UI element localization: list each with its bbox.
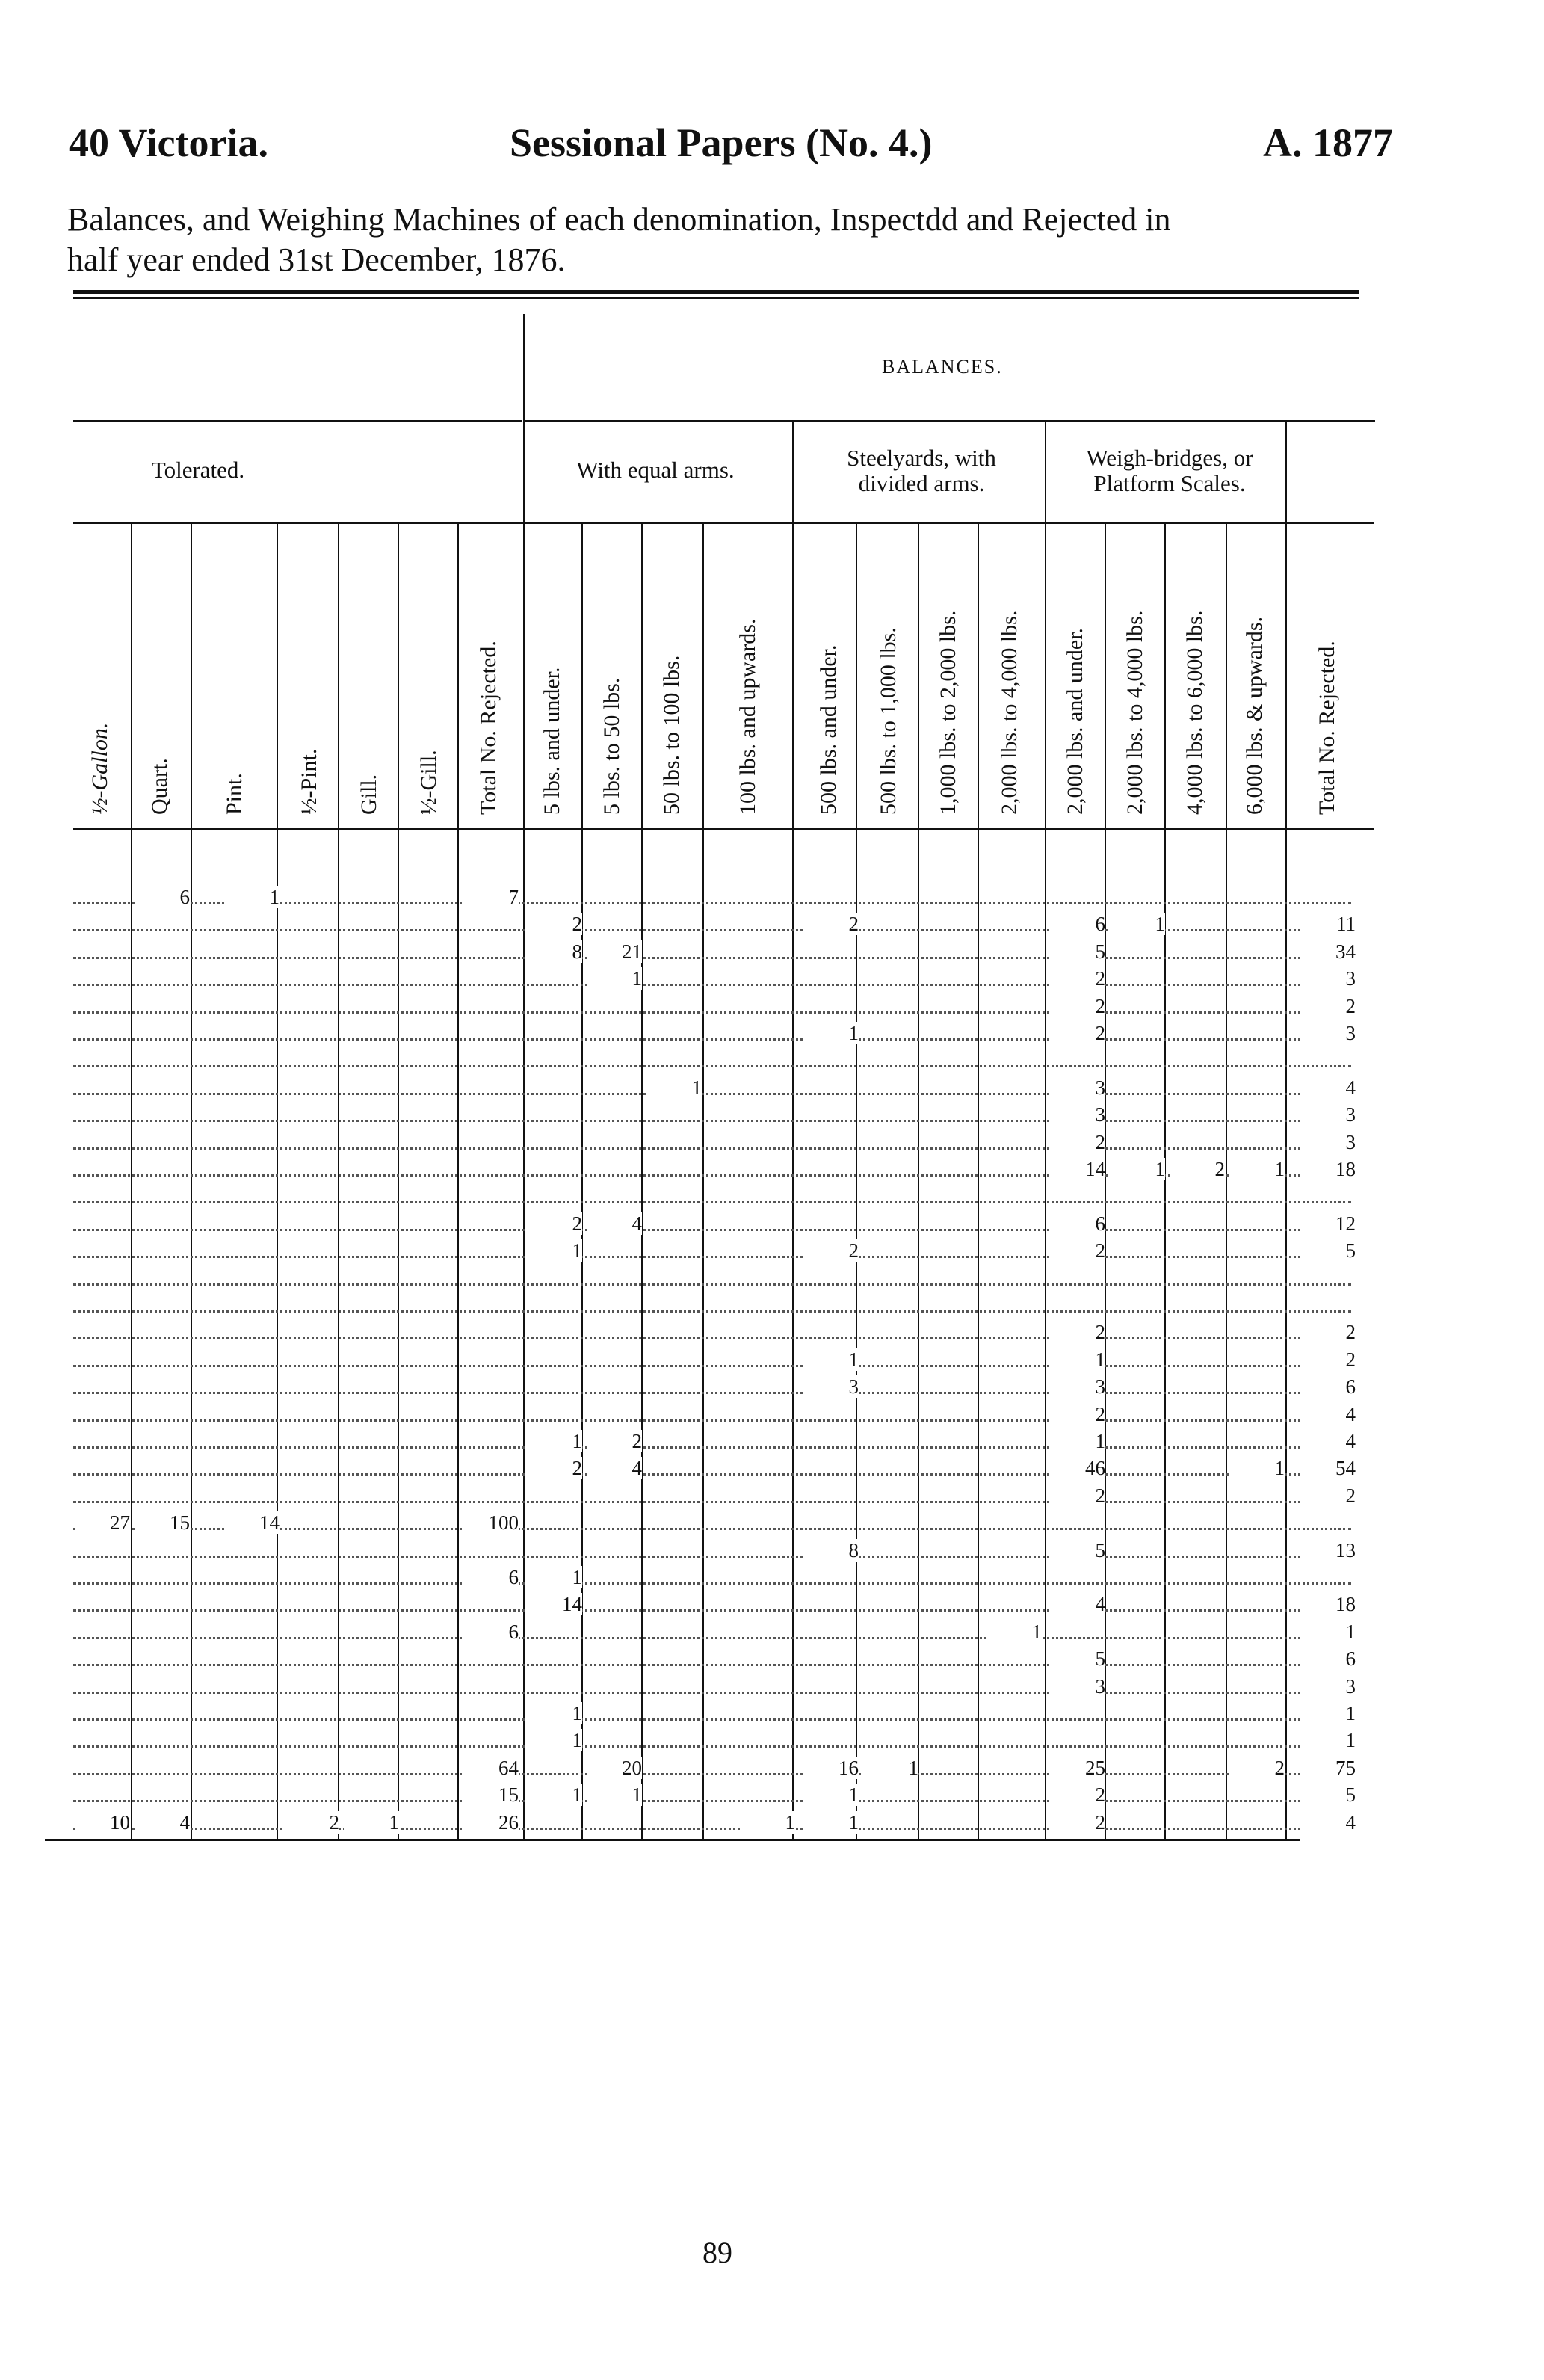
table-cell: 1 xyxy=(740,1811,795,1834)
table-cell: 1 xyxy=(1110,913,1165,935)
row-leader xyxy=(73,1662,1351,1666)
table-cell: 75 xyxy=(1300,1757,1356,1779)
column-header: 1,000 lbs. to 2,000 lbs. xyxy=(935,610,960,815)
row-leader xyxy=(73,1717,1351,1721)
table-cell: 1 xyxy=(1300,1702,1356,1724)
table-cell: 1 xyxy=(527,1702,582,1724)
table-cell: 1 xyxy=(344,1811,399,1834)
group-equal-arms: With equal arms. xyxy=(576,457,735,483)
row-leader xyxy=(73,1363,1351,1367)
table-cell: 18 xyxy=(1300,1593,1356,1615)
table-cell: 2 xyxy=(527,1212,582,1235)
column-header: 500 lbs. to 1,000 lbs. xyxy=(875,627,901,815)
table-cell: 1 xyxy=(803,1348,859,1371)
row-leader xyxy=(73,1200,1351,1203)
column-header: Quart. xyxy=(146,758,172,815)
table-cell: 3 xyxy=(1300,1675,1356,1698)
table-cell: 3 xyxy=(803,1375,859,1398)
row-leader xyxy=(73,1390,1351,1394)
column-rule xyxy=(338,523,339,1839)
row-leader xyxy=(73,1554,1351,1558)
column-rule xyxy=(131,523,132,1839)
row-leader xyxy=(73,955,1351,959)
table-cell: 2 xyxy=(1170,1158,1225,1180)
rule-colhead xyxy=(73,828,1374,830)
table-cell: 15 xyxy=(463,1784,519,1806)
table-cell: 7 xyxy=(463,886,519,908)
rule-left-top xyxy=(73,420,522,422)
column-rule xyxy=(1105,523,1106,1839)
row-leader xyxy=(73,1064,1351,1067)
table-cell: 3 xyxy=(1300,1103,1356,1126)
table-cell: 14 xyxy=(1050,1158,1105,1180)
title-rule-thin xyxy=(73,298,1359,299)
row-leader xyxy=(73,1309,1351,1313)
table-cell: 2 xyxy=(1300,995,1356,1017)
table-cell: 6 xyxy=(463,1566,519,1588)
table-cell: 4 xyxy=(135,1811,190,1834)
table-cell: 2 xyxy=(1050,1239,1105,1262)
row-leader xyxy=(73,1472,1351,1476)
column-header: 50 lbs. to 100 lbs. xyxy=(658,655,684,815)
column-rule xyxy=(1226,523,1227,1839)
table-cell: 34 xyxy=(1300,940,1356,963)
table-cell: 4 xyxy=(1300,1430,1356,1452)
column-rule xyxy=(398,523,399,1839)
row-leader xyxy=(73,1608,1351,1612)
table-cell: 2 xyxy=(1229,1757,1285,1779)
table-cell: 2 xyxy=(1050,967,1105,990)
table-cell: 1 xyxy=(1229,1158,1285,1180)
row-leader xyxy=(73,1146,1351,1150)
table-cell: 1 xyxy=(863,1757,918,1779)
column-rule xyxy=(641,523,643,1839)
column-rule xyxy=(978,523,979,1839)
subtitle-line-2: half year ended 31st December, 1876. xyxy=(67,241,566,278)
column-rule xyxy=(918,523,919,1839)
table-cell: 1 xyxy=(587,1784,642,1806)
table-cell: 4 xyxy=(1050,1593,1105,1615)
table-cell: 1 xyxy=(803,1811,859,1834)
table-cell: 100 xyxy=(463,1511,519,1534)
row-leader xyxy=(73,1772,1351,1775)
table-cell: 64 xyxy=(463,1757,519,1779)
table-cell: 1 xyxy=(527,1239,582,1262)
table-cell: 26 xyxy=(463,1811,519,1834)
column-rule xyxy=(792,422,794,1839)
table-cell: 54 xyxy=(1300,1457,1356,1479)
table-cell: 25 xyxy=(1050,1757,1105,1779)
table-cell: 2 xyxy=(527,913,582,935)
group-tolerated: Tolerated. xyxy=(151,457,245,483)
row-leader xyxy=(73,1798,1351,1802)
row-leader xyxy=(73,1091,1351,1095)
header-center: Sessional Papers (No. 4.) xyxy=(510,120,933,165)
column-header: Total No. Rejected. xyxy=(1315,641,1339,815)
table-cell: 2 xyxy=(1300,1348,1356,1371)
table-cell: 2 xyxy=(803,913,859,935)
table-cell: 3 xyxy=(1300,1022,1356,1044)
table-cell: 1 xyxy=(1050,1348,1105,1371)
column-header: ½-Gill. xyxy=(416,750,441,815)
group-weigh-bridges xyxy=(1046,446,1293,496)
table-cell: 6 xyxy=(463,1621,519,1643)
table-cell: 1 xyxy=(527,1784,582,1806)
column-header: 5 lbs. to 50 lbs. xyxy=(599,677,624,815)
table-cell: 1 xyxy=(1300,1621,1356,1643)
title-rule xyxy=(73,290,1359,294)
row-leader xyxy=(73,982,1351,986)
table-cell: 1 xyxy=(803,1784,859,1806)
table-cell: 2 xyxy=(284,1811,339,1834)
table-cell: 12 xyxy=(1300,1212,1356,1235)
row-leader xyxy=(73,1690,1351,1694)
table-cell: 3 xyxy=(1300,1131,1356,1153)
column-header: 500 lbs. and under. xyxy=(815,644,841,815)
column-rule xyxy=(277,523,278,1839)
table-cell: 5 xyxy=(1300,1784,1356,1806)
table-cell: 1 xyxy=(224,886,280,908)
row-leader xyxy=(73,1336,1351,1339)
table-cell: 14 xyxy=(527,1593,582,1615)
column-rule xyxy=(1285,422,1287,1839)
table-cell: 1 xyxy=(1300,1729,1356,1751)
table-cell: 11 xyxy=(1300,913,1356,935)
column-rule xyxy=(581,523,583,1839)
table-cell: 2 xyxy=(1050,1784,1105,1806)
header-right: A. 1877 xyxy=(1263,120,1393,165)
table-cell: 3 xyxy=(1050,1675,1105,1698)
table-cell: 20 xyxy=(587,1757,642,1779)
table-cell: 18 xyxy=(1300,1158,1356,1180)
table-cell: 2 xyxy=(1050,1485,1105,1507)
table-cell: 8 xyxy=(527,940,582,963)
table-cell: 16 xyxy=(803,1757,859,1779)
table-cell: 1 xyxy=(1229,1457,1285,1479)
column-rule xyxy=(856,523,857,1839)
steelyards-line2: divided arms. xyxy=(858,470,985,496)
rule-group xyxy=(73,522,1374,524)
subtitle-line-1: Balances, and Weighing Machines of each denomination, Inspectdd and Rejected in xyxy=(67,201,1171,238)
table-cell: 10 xyxy=(75,1811,130,1834)
table-cell: 1 xyxy=(1110,1158,1165,1180)
group-balances: BALANCES. xyxy=(882,356,1003,377)
table-cell: 1 xyxy=(646,1076,702,1099)
table-cell: 27 xyxy=(75,1511,130,1534)
table-cell: 46 xyxy=(1050,1457,1105,1479)
table-cell: 14 xyxy=(224,1511,280,1534)
table-cell: 2 xyxy=(1050,995,1105,1017)
table-cell: 1 xyxy=(803,1022,859,1044)
page-number: 89 xyxy=(702,2236,732,2269)
column-header: Pint. xyxy=(221,773,247,815)
row-leader xyxy=(73,1227,1351,1231)
table-cell: 2 xyxy=(1050,1321,1105,1343)
table-cell: 6 xyxy=(1300,1375,1356,1398)
table-cell: 6 xyxy=(1050,913,1105,935)
table-cell: 6 xyxy=(1300,1647,1356,1670)
table-cell: 3 xyxy=(1050,1103,1105,1126)
table-cell: 2 xyxy=(587,1430,642,1452)
rule-bottom xyxy=(45,1839,1300,1841)
column-header: 2,000 lbs. and under. xyxy=(1062,628,1087,815)
row-leader xyxy=(73,1445,1351,1449)
row-leader xyxy=(73,1499,1351,1503)
table-cell: 5 xyxy=(1050,940,1105,963)
table-cell: 4 xyxy=(1300,1076,1356,1099)
table-cell: 6 xyxy=(135,886,190,908)
group-steelyards xyxy=(798,446,1045,496)
table-cell: 2 xyxy=(1300,1321,1356,1343)
table-cell: 3 xyxy=(1300,967,1356,990)
table-cell: 2 xyxy=(1050,1811,1105,1834)
table-cell: 2 xyxy=(1050,1403,1105,1425)
table-cell: 1 xyxy=(527,1430,582,1452)
row-leader xyxy=(73,1418,1351,1422)
table-cell: 4 xyxy=(587,1212,642,1235)
table-cell: 21 xyxy=(587,940,642,963)
table-cell: 1 xyxy=(527,1566,582,1588)
row-leader xyxy=(73,1581,1351,1585)
row-leader xyxy=(73,1826,1351,1830)
table-cell: 3 xyxy=(1050,1375,1105,1398)
header-left: 40 Victoria. xyxy=(69,120,268,165)
column-header: ½-Gallon. xyxy=(87,722,112,815)
column-rule xyxy=(457,523,459,1839)
table-cell: 6 xyxy=(1050,1212,1105,1235)
column-header: 100 lbs. and upwards. xyxy=(735,618,760,815)
column-header: Total No. Rejected. xyxy=(475,641,501,815)
steelyards-line1: Steelyards, with xyxy=(847,445,996,471)
table-cell: 1 xyxy=(986,1621,1042,1643)
table-cell: 2 xyxy=(803,1239,859,1262)
column-header: 4,000 lbs. to 6,000 lbs. xyxy=(1182,610,1207,815)
table-cell: 2 xyxy=(1050,1131,1105,1153)
table-cell: 4 xyxy=(587,1457,642,1479)
column-header: 5 lbs. and under. xyxy=(539,667,564,815)
table-cell: 3 xyxy=(1050,1076,1105,1099)
rule-balances xyxy=(523,420,1375,422)
row-leader xyxy=(73,1282,1351,1286)
row-leader xyxy=(73,1744,1351,1748)
table-cell: 15 xyxy=(135,1511,190,1534)
table-cell: 2 xyxy=(1050,1022,1105,1044)
column-header: 6,000 lbs. & upwards. xyxy=(1241,617,1267,815)
column-header: 2,000 lbs. to 4,000 lbs. xyxy=(997,610,1022,815)
table-cell: 8 xyxy=(803,1539,859,1562)
table-cell: 13 xyxy=(1300,1539,1356,1562)
weigh-line1: Weigh-bridges, or xyxy=(1086,445,1253,471)
table-cell: 5 xyxy=(1050,1539,1105,1562)
table-cell: 1 xyxy=(527,1729,582,1751)
column-header: Gill. xyxy=(356,774,381,815)
column-header: ½-Pint. xyxy=(296,748,321,815)
column-rule xyxy=(191,523,192,1839)
table-cell: 5 xyxy=(1300,1239,1356,1262)
table-cell: 1 xyxy=(1050,1430,1105,1452)
table-cell: 5 xyxy=(1050,1647,1105,1670)
row-leader xyxy=(73,1636,1351,1639)
column-header: 2,000 lbs. to 4,000 lbs. xyxy=(1122,610,1147,815)
table-cell: 4 xyxy=(1300,1403,1356,1425)
table-cell: 4 xyxy=(1300,1811,1356,1834)
weigh-line2: Platform Scales. xyxy=(1093,470,1246,496)
row-leader xyxy=(73,1010,1351,1014)
row-leader xyxy=(73,1118,1351,1122)
table-cell: 1 xyxy=(587,967,642,990)
table-cell: 2 xyxy=(527,1457,582,1479)
row-leader xyxy=(73,1254,1351,1258)
column-rule xyxy=(702,523,704,1839)
table-cell: 2 xyxy=(1300,1485,1356,1507)
column-rule xyxy=(1045,422,1046,1839)
row-leader xyxy=(73,1037,1351,1041)
column-rule xyxy=(1164,523,1166,1839)
